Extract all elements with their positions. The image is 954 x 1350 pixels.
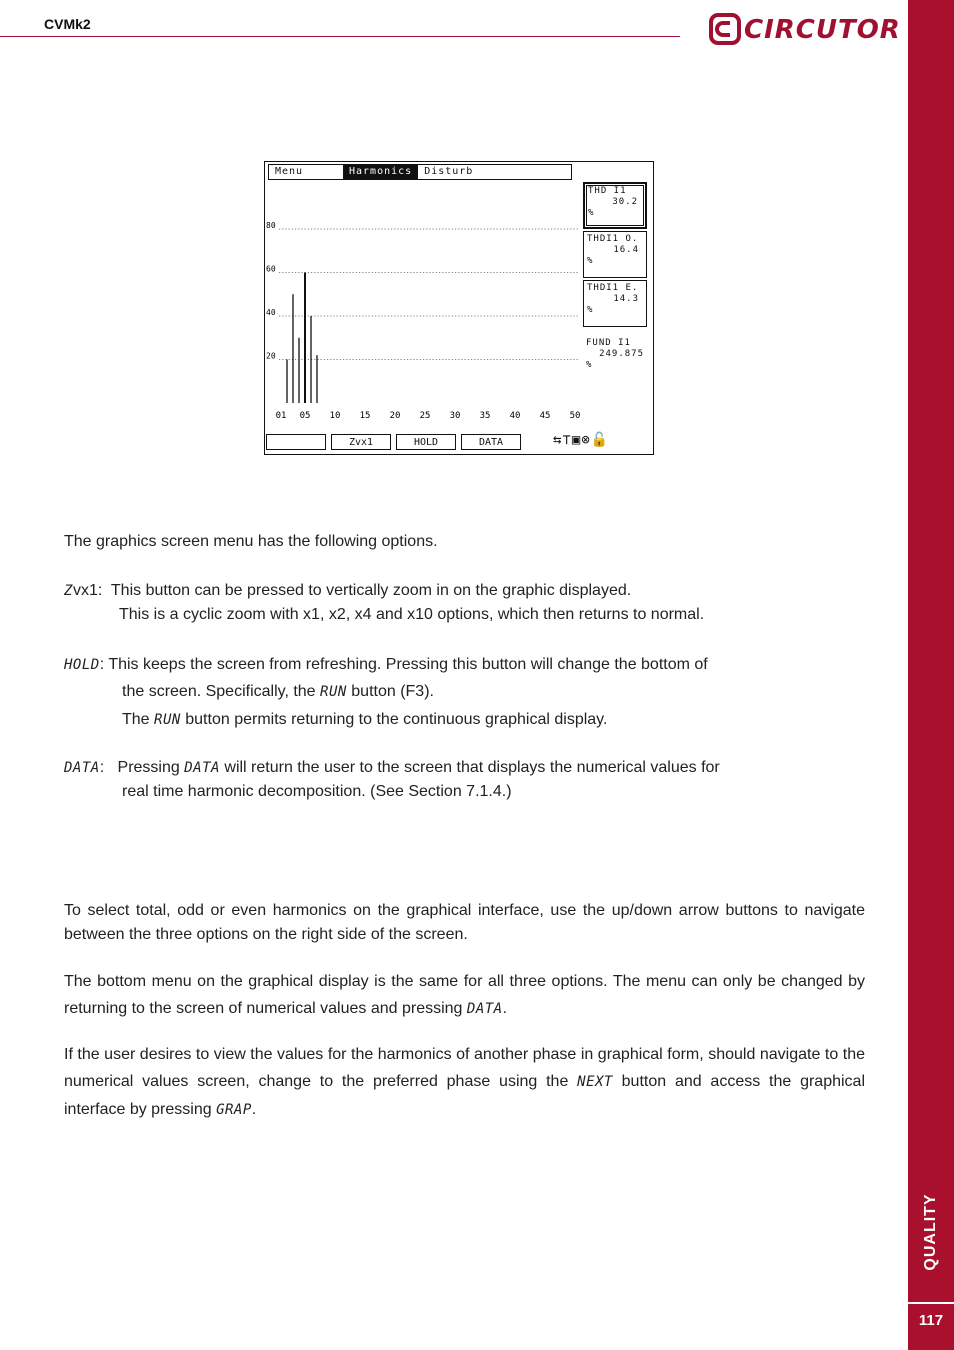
measurement-thd-even[interactable]	[583, 280, 647, 327]
f1-button[interactable]	[266, 434, 326, 450]
tab-menu[interactable]: Menu	[275, 166, 304, 177]
grap-key-inline: GRAP	[216, 1102, 252, 1118]
hold-desc-2a: the screen. Specifically, the	[122, 683, 321, 700]
measurement-unit: %	[586, 360, 593, 370]
unlock-icon: 🔓	[590, 432, 610, 448]
measurement-value: 30.2	[612, 197, 638, 207]
hold-key: HOLD	[64, 657, 100, 673]
device-screen	[264, 161, 654, 455]
para3-end: .	[251, 1101, 257, 1118]
measurement-value: 16.4	[613, 245, 639, 255]
data-option	[64, 756, 865, 804]
page-number: 117	[918, 1312, 944, 1329]
data-colon: :	[99, 759, 105, 776]
network-icon: ⊤	[562, 432, 572, 448]
measurement-unit: %	[587, 256, 594, 266]
paragraph-other-phase	[64, 1041, 865, 1124]
data-key-inline: DATA	[184, 760, 220, 776]
zoom-desc-2: This is a cyclic zoom with x1, x2, x4 and x10 options, which then returns to normal.	[119, 606, 705, 623]
x-tick-label: 10	[329, 411, 341, 421]
intro-text: The graphics screen menu has the following options.	[64, 533, 438, 550]
section-tab-label: QUALITY	[922, 1193, 939, 1271]
hold-option	[64, 652, 865, 734]
y-tick-label: 20	[266, 351, 276, 361]
hold-desc-3b: button permits returning to the continuous graphical display.	[180, 711, 608, 728]
data-button[interactable]: DATA	[461, 434, 521, 450]
para2-end: .	[502, 1000, 508, 1017]
tab-disturb[interactable]: Disturb	[424, 166, 474, 177]
x-tick-label: 25	[419, 411, 431, 421]
paragraph-bottom-menu	[64, 968, 865, 1023]
paragraph-select-harmonics: To select total, odd or even harmonics on the graphical interface, use the up/down arrow buttons to navigate between the three options on the right side of the screen.	[64, 902, 865, 943]
x-tick-label: 30	[449, 411, 461, 421]
zoom-key-glyph: Z	[64, 583, 73, 599]
x-tick-label: 40	[509, 411, 521, 421]
header-rule	[0, 36, 680, 37]
data-key-inline: DATA	[466, 1001, 503, 1017]
zoom-desc-1: This button can be pressed to vertically zoom in on the graphic displayed.	[110, 582, 632, 599]
brand-name: CIRCUTOR	[744, 15, 901, 45]
x-tick-label: 50	[569, 411, 581, 421]
x-tick-label: 45	[539, 411, 551, 421]
harmonics-chart	[265, 162, 585, 427]
data-desc-2: real time harmonic decomposition. (See Section 7.1.4.)	[122, 783, 512, 800]
page-number-divider	[908, 1302, 954, 1304]
section-sidebar	[908, 0, 954, 1350]
measurement-unit: %	[588, 208, 595, 218]
data-desc-1b: will return the user to the screen that displays the numerical values for	[219, 759, 720, 776]
data-desc-1a: Pressing	[117, 759, 185, 776]
zoom-button[interactable]: Zvx1	[331, 434, 391, 450]
hold-desc-2b: button (F3).	[346, 683, 434, 700]
x-tick-label: 15	[359, 411, 371, 421]
measurement-label: THDI1 E.	[587, 283, 639, 293]
zoom-option	[64, 579, 865, 627]
y-tick-label: 80	[266, 221, 276, 230]
measurement-value: 14.3	[613, 294, 639, 304]
circutor-logo-icon	[708, 12, 742, 46]
run-key: RUN	[320, 684, 347, 700]
measurement-thd-total[interactable]	[583, 182, 647, 229]
next-key-inline: NEXT	[577, 1074, 613, 1090]
model-name: CVMk2	[44, 16, 91, 32]
arrows-icon: ⇆	[553, 432, 563, 448]
fan-icon: ⊗	[581, 432, 591, 448]
x-tick-label: 35	[479, 411, 491, 421]
x-tick-label: 01	[275, 411, 287, 421]
measurement-thd-odd[interactable]	[583, 231, 647, 278]
zoom-key-rest: vx1:	[72, 582, 103, 599]
para3-text-b: button and access the graphical interface by pressing	[64, 1073, 865, 1118]
x-tick-label: 20	[389, 411, 401, 421]
hold-button[interactable]: HOLD	[396, 434, 456, 450]
para2-text: The bottom menu on the graphical display is the same for all three options. The menu can only be changed by returning to the screen of numerical values and pressing	[64, 973, 865, 1017]
measurement-label: FUND I1	[586, 338, 631, 348]
status-icon-bar	[553, 432, 609, 448]
sd-icon: ▣	[571, 432, 582, 448]
data-key: DATA	[64, 760, 100, 776]
hold-desc-1: : This keeps the screen from refreshing. Pressing this button will change the bottom of	[99, 656, 708, 673]
hold-desc-3a: The	[122, 711, 155, 728]
measurement-unit: %	[587, 305, 594, 315]
brand-logo	[708, 12, 901, 48]
function-key-bar	[266, 434, 521, 450]
measurement-value: 249.875	[599, 349, 644, 359]
y-tick-label: 60	[266, 264, 276, 274]
para3-text-a: If the user desires to view the values for the harmonics of another phase in graphical form, should navigate to the numerical values screen, change to the preferred phase using the	[64, 1046, 865, 1090]
measurement-label: THD I1	[588, 186, 627, 196]
measurement-label: THDI1 O.	[587, 234, 639, 244]
tab-harmonics[interactable]: Harmonics	[343, 165, 418, 179]
measurement-fundamental	[586, 338, 650, 371]
x-tick-label: 05	[299, 411, 311, 421]
y-tick-label: 40	[266, 308, 276, 317]
run-key: RUN	[154, 712, 181, 728]
